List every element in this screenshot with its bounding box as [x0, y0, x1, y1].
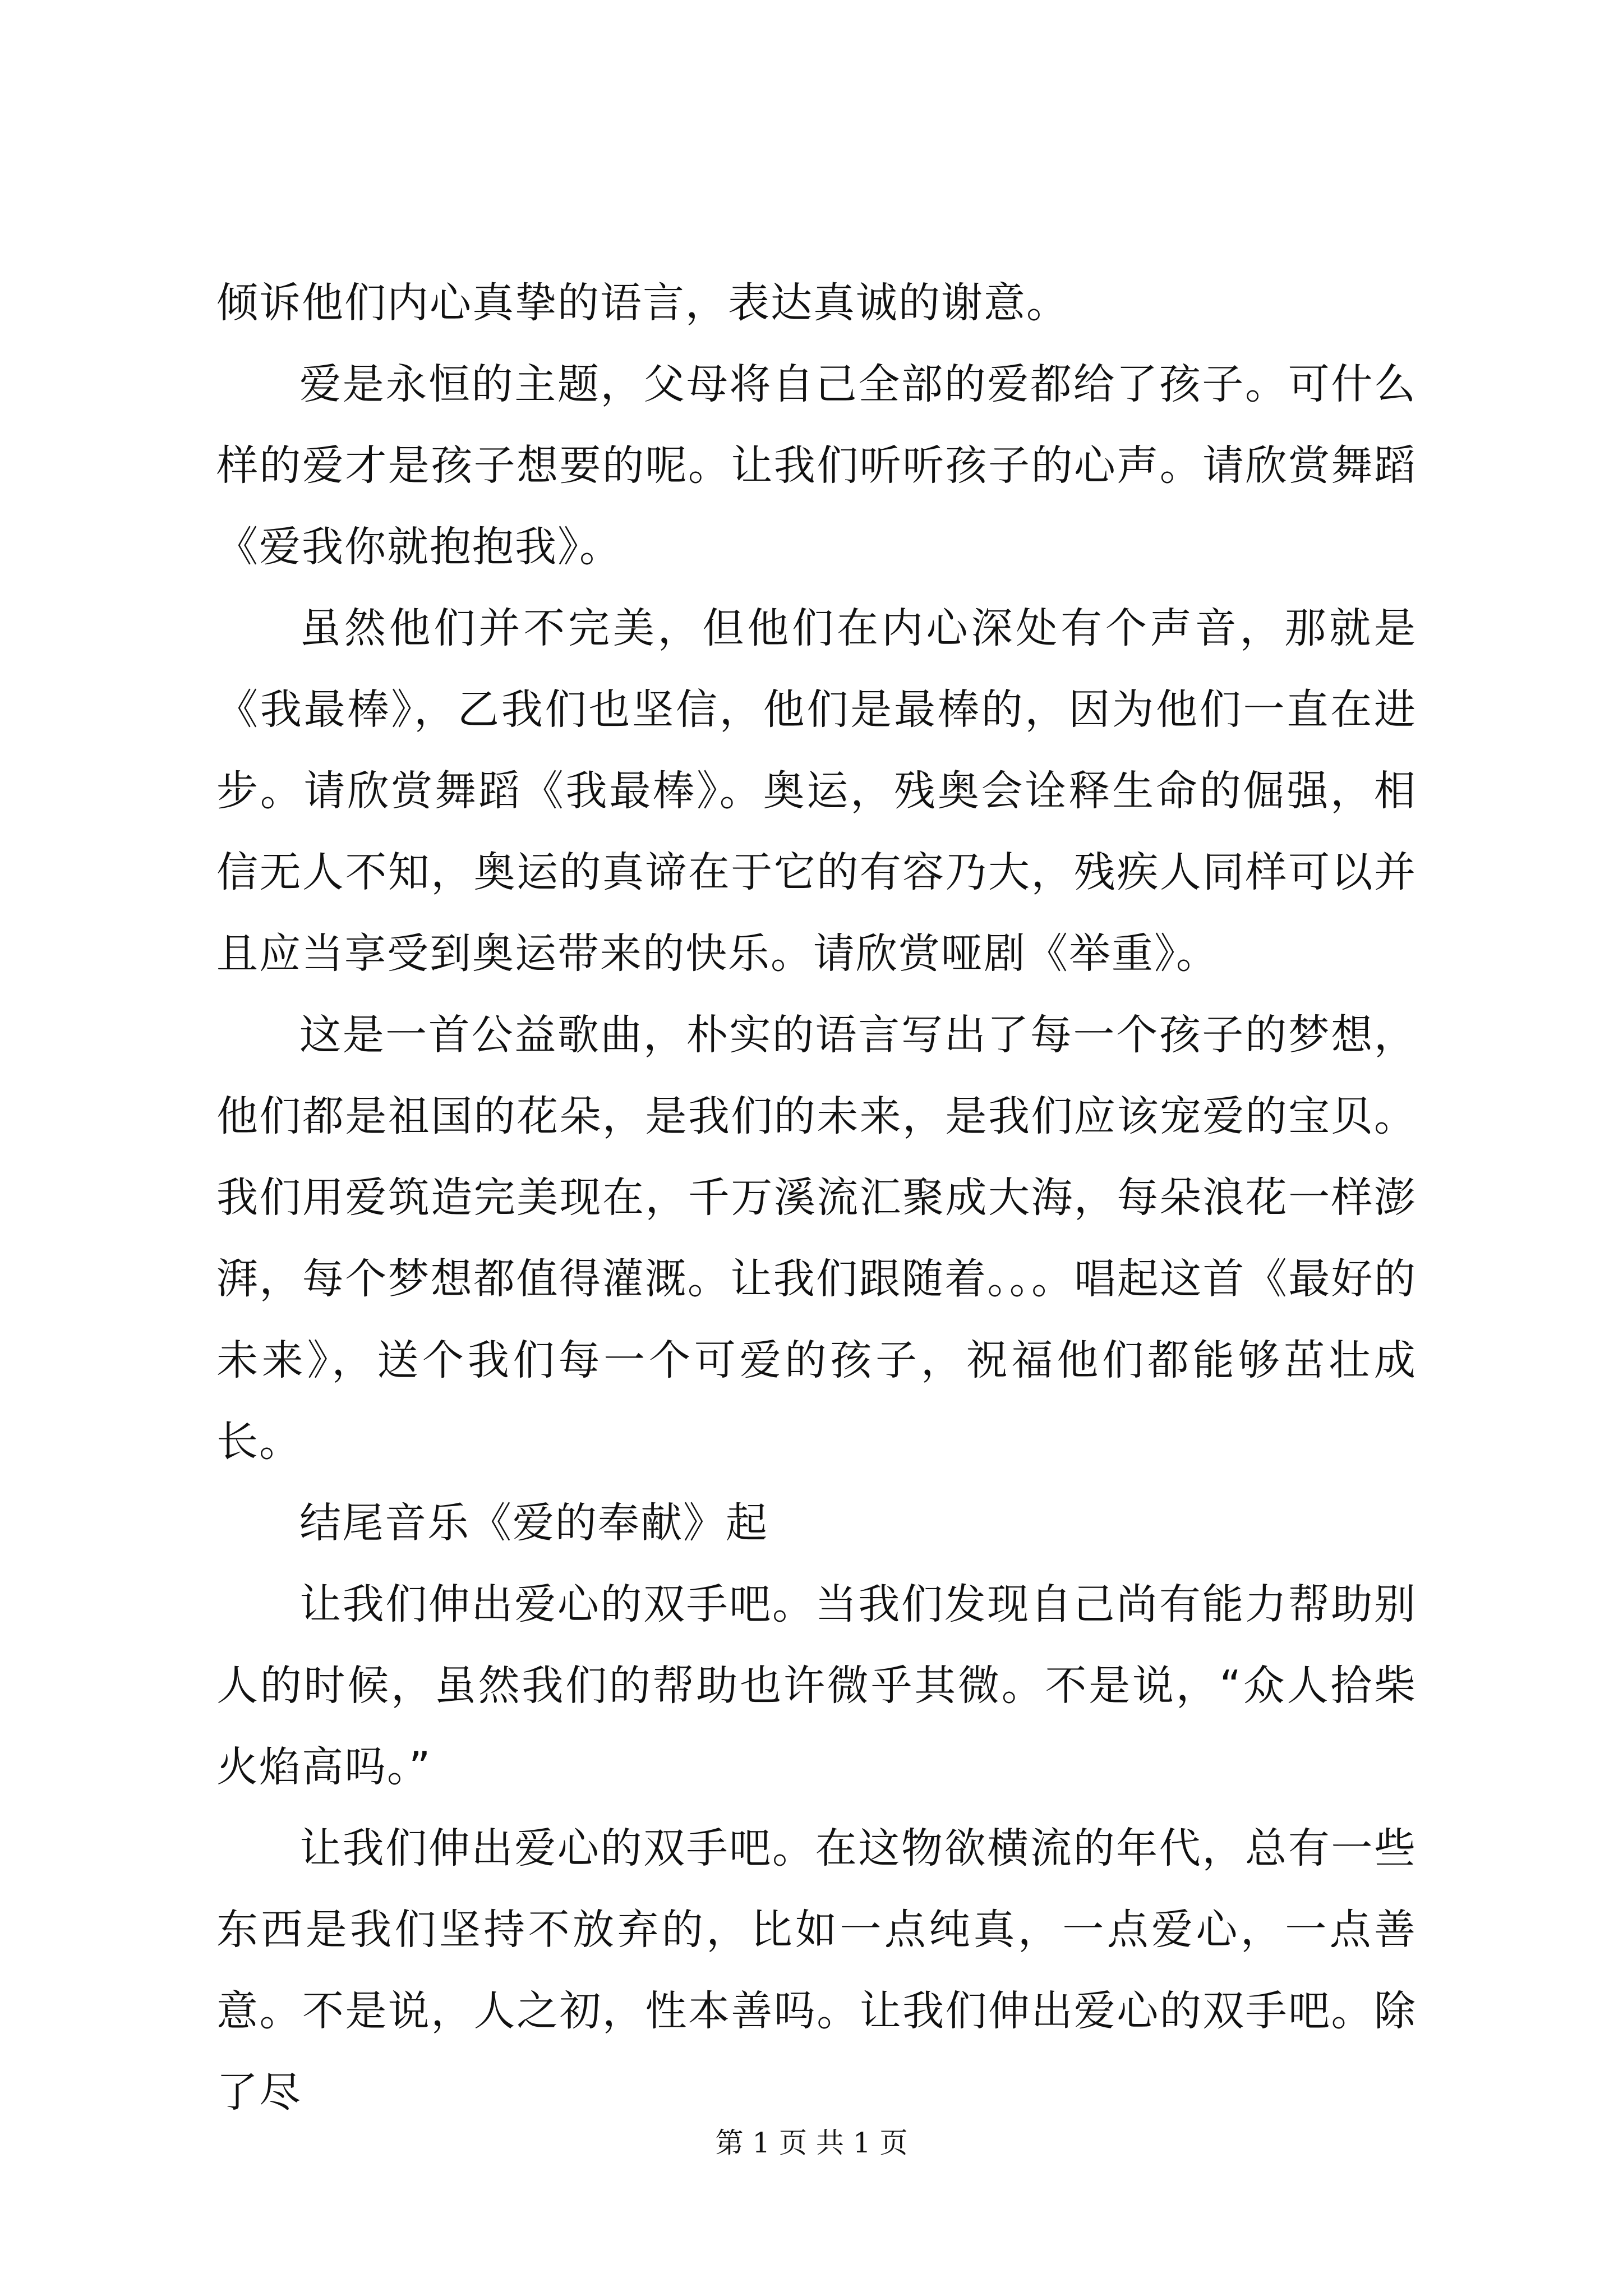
- paragraph-3: 虽然他们并不完美，但他们在内心深处有个声音，那就是《我最棒》，乙我们也坚信，他们是最棒的，因为他们一直在进步。请欣赏舞蹈《我最棒》。奥运，残奥会诠释生命的倔强，相信无人不知，奥运的真谛在于它的有容乃大，残疾人同样可以并且应当享受到奥运带来的快乐。请欣赏哑剧《举重》。: [216, 604, 1417, 978]
- paragraph-5: 结尾音乐《爱的奉献》起: [299, 1499, 768, 1547]
- page-footer: 第 1 页 共 1 页: [715, 2127, 908, 2159]
- paragraph-2: 爱是永恒的主题，父母将自己全部的爱都给了孩子。可什么样的爱才是孩子想要的呢。让我们听听孩子的心声。请欣赏舞蹈《爱我你就抱抱我》。: [216, 360, 1417, 571]
- paragraph-4: 这是一首公益歌曲，朴实的语言写出了每一个孩子的梦想，他们都是祖国的花朵，是我们的未来，是我们应该宠爱的宝贝。我们用爱筑造完美现在，千万溪流汇聚成大海，每朵浪花一样澎湃，每个梦想都值得灌溉。让我们跟随着。。。唱起这首《最好的未来》，送个我们每一个可爱的孩子，祝福他们都能够茁壮成长。: [216, 1011, 1417, 1466]
- document-body: [216, 263, 1417, 2133]
- paragraph-6: 让我们伸出爱心的双手吧。当我们发现自己尚有能力帮助别人的时候，虽然我们的帮助也许微乎其微。不是说，“众人拾柴火焰高吗。”: [216, 1580, 1417, 1791]
- paragraph-1: 倾诉他们内心真挚的语言，表达真诚的谢意。: [216, 279, 1069, 327]
- paragraph-7: 让我们伸出爱心的双手吧。在这物欲横流的年代，总有一些东西是我们坚持不放弃的，比如一点纯真，一点爱心，一点善意。不是说，人之初，性本善吗。让我们伸出爱心的双手吧。除了尽: [216, 1824, 1417, 2116]
